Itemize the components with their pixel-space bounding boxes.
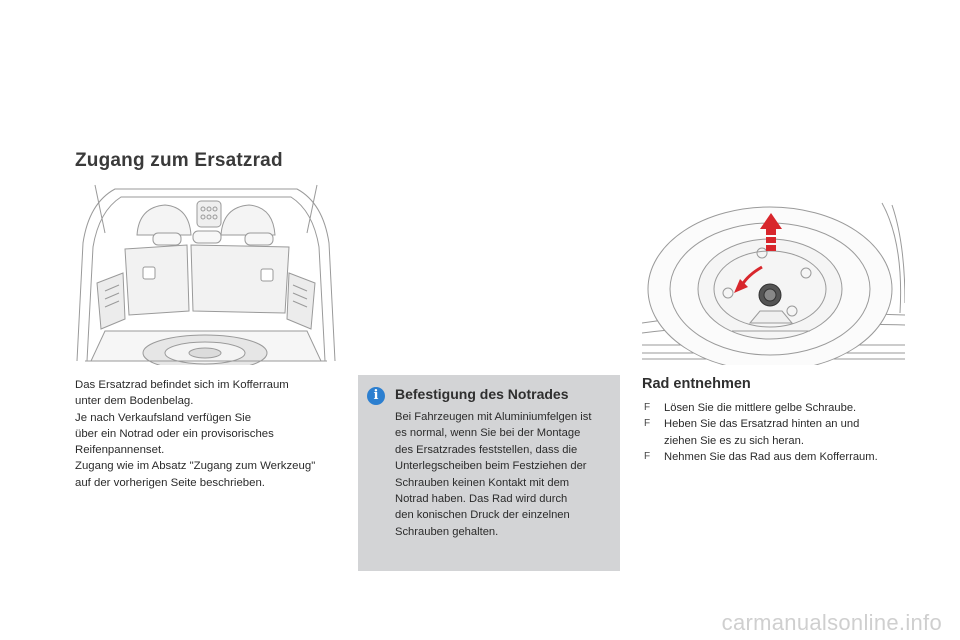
step-item <box>642 449 912 465</box>
removal-title: Rad entnehmen <box>642 376 751 392</box>
step-item <box>642 416 912 449</box>
intro-line: Je nach Verkaufsland verfügen Sie <box>75 411 252 424</box>
step-line: Nehmen Sie das Rad aus dem Kofferraum. <box>664 450 878 463</box>
intro-line: Reifenpannenset. <box>75 444 165 457</box>
bullet-icon: F <box>644 450 651 462</box>
step-line: Lösen Sie die mittlere gelbe Schraube. <box>664 402 857 414</box>
intro-line: unter dem Bodenbelag. <box>75 395 194 408</box>
step-line: Heben Sie das Ersatzrad hinten an und <box>664 418 860 431</box>
intro-line: über ein Notrad oder ein provisorisches <box>75 427 274 440</box>
info-line: des Ersatzrades feststellen, dass die <box>395 443 578 456</box>
step-line: ziehen Sie es zu sich heran. <box>664 434 804 447</box>
info-line: den konischen Druck der einzelnen <box>395 509 570 522</box>
info-line: Bei Fahrzeugen mit Aluminiumfelgen ist <box>395 411 592 423</box>
intro-line: Zugang wie im Absatz "Zugang zum Werkzeug" <box>75 460 316 473</box>
intro-line: auf der vorherigen Seite beschrieben. <box>75 476 265 489</box>
intro-line: Das Ersatzrad befindet sich im Kofferraum <box>75 379 289 391</box>
intro-text <box>75 377 345 491</box>
info-icon: i <box>367 387 385 405</box>
removal-steps <box>642 400 912 465</box>
spare-wheel-illustration <box>642 183 905 365</box>
watermark: carmanualsonline.info <box>721 610 942 635</box>
step-item <box>642 400 912 416</box>
bullet-icon: F <box>644 402 651 413</box>
info-line: Unterlegscheiben beim Festziehen der <box>395 460 587 473</box>
info-box-title: Befestigung des Notrades <box>395 386 569 402</box>
page-title: Zugang zum Ersatzrad <box>75 150 283 171</box>
info-line: Schrauben keinen Kontakt mit dem <box>395 476 570 489</box>
trunk-illustration <box>75 183 337 365</box>
info-line: Schrauben gehalten. <box>395 525 499 538</box>
info-line: es normal, wenn Sie bei der Montage <box>395 427 581 440</box>
info-line: Notrad haben. Das Rad wird durch <box>395 493 568 506</box>
info-box-text <box>395 409 613 540</box>
bullet-icon: F <box>644 418 651 430</box>
info-box <box>358 375 620 571</box>
